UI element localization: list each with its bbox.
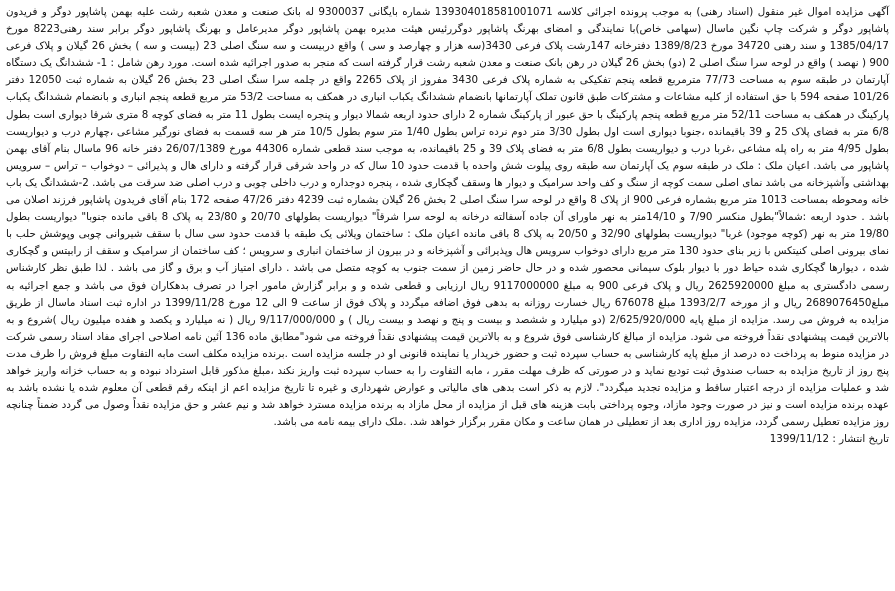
notice-body-text: آگهی مزایده اموال غیر منقول (اسناد رهنی) به موجب پرونده اجرائی کلاسه 139304018581001071 شماره بایگانی 9300037 له بانک صنعت و معدن شعبه رشت علیه بهمن پاشاپور دوگر و فریدون پاشاپور دوگر و شرکت چاپ نگین ماسال (سهامی خاص)با نمایندگی و امضای بهرنگ پاشاپور دوگررئیس هیئت مدیره بهمن پاشاپور دوگر مدیرعامل و بهرنگ پاشاپور دوگر برابر سند رهنی8223 مورخ 1385/04/17 و سند رهنی 34720 مورخ 1389/8/23 دفترخانه 147رشت پلاک فرعی 3430(سه هزار و چهارصد و سی ) واقع دربیست و سه سنگ اصلی 23 (بیست و سه ) بخش 26 گیلان و پلاک فرعی 900 ( نهصد ) واقع در لوحه سرا سنگ اصلی 2 (دو) بخش 26 گیلان در رهن بانک صنعت و معدن شعبه رشت قرار گرفته است که منجر به صدور اجرائیه شده است. مورد رهن شامل : 1- ششدانگ یک دستگاه آپارتمان در طبقه سوم به مساحت 77/73 مترمربع قطعه پنجم تفکیکی به شماره پلاک فرعی 3430 مفروز از پلاک 2265 واقع در چلمه سرا سنگ اصلی 23 بخش 26 گیلان به شماره ثبت 12050 دفتر 101/26 صفحه 594 با حق استفاده از کلیه مشاعات و مشترکات طبق قانون تملک آپارتمانها بانضمام ششدانگ یکباب انباری در همکف به مساحت 53/2 متر مربع قطعه پنجم انباری و بانضمام ششدانگ یکباب پارکینگ در همکف به مساحت 52/11 متر مربع قطعه پنجم پارکینگ با حق عبور از پارکینگ شماره 2 دارای حدود اربعه شمالا دیوار و پنجره ایست بطول 11 متر به فضای کوچه 8 متری شرقا دیواری است بطول 6/8 متر به فضای پلاک 25 و 39 باقیمانده ،جنوبا دیواری است اول بطول 3/30 متر دوم نرده تراس بطول 1/40 متر سوم بطول 10/5 متر هر سه قسمت به فضای نورگیر مشاعی ،چهارم درب و دیواریست بطول 4/95 متر به راه پله مشاعی ،غربا درب و دیواریست بطول 6/8 متر به فضای پلاک 39 و 25 باقیمانده، به موجب سند قطعی شماره 44306 مورخ 26/07/1389 دفتر خانه 96 ماسال بنام آقای بهمن پاشاپور می باشد. اعیان ملک : ملک در طبقه سوم یک آپارتمان سه طبقه روی پیلوت شش واحده با قدمت حدود 10 سال که در واحد شرقی قرار گرفته و دارای هال و پذیرائی – دوخواب – تراس – سرویس بهداشتی وآشپزخانه می باشد نمای اصلی سمت کوچه از سنگ و کف واحد سرامیک و دیوار ها وسقف گچکاری شده ، پنجره دوجداره و درب داخلی چوبی و درب اصلی ضد سرقت می باشد. 2-ششدانگ یک باب خانه ومحوطه بمساحت 1013 متر مربع بشماره فرعی 900 از پلاک 8 واقع در لوحه سرا سنگ اصلی 2 بخش 26 گیلان بشماره ثبت 4239 دفتر 47/26 صفحه 172 بنام آقای فریدون پاشاپور فرزند اصلان می باشد . حدود اربعه :شمالاً"بطول منکسر 7/90 و 14/10متر به نهر ماورای آن جاده آسفالته درخانه به لوحه سرا شرقاً" دیواریست بطولهای 20/70 و 23/80 به پلاک 8 باقی مانده جنوبا" دیواریست بطول 19/80 متر به نهر (کوچه موجود) غربا" دیواریست بطولهای 32/90 و 20/50 به پلاک 8 باقی مانده اعیان ملک : ساختمان ویلائی یک طبقه با قدمت حدود سی سال با سقف شیروانی چوبی وپوشش حلب با نمای بیرونی اصلی کنیتکس با زیر بنای حدود 130 متر مربع دارای دوخواب سرویس هال وپذیرائی و آشپزخانه و در بیرون از ساختمان انباری و سرویس ؛ کف ساختمان از سرامیک و سقف از رابیتس و گچکاری شده ، دیوارها گچکاری شده حیاط دور با دیوار بلوک سیمانی محصور شده و در حال حاضر زمین از سمت جنوب به کوچه متصل می باشد . دارای امتیاز آب و برق و گاز می باشد . لذا طبق نظر کارشناس رسمی دادگستری به مبلغ 2625920000 ریال و پلاک فرعی 900 به مبلغ 9117000000 ریال ارزیابی و قطعی شده و و برابر گزارش مامور اجرا در تصرف بدهکاران فوق می باشد و جمع اجرائیه به مبلغ2689076450 ریال و از مورخه 1393/2/7 مبلغ 676078 ریال خسارت روزانه به بدهی فوق اضافه میگردد و پلاک فوق از ساعت 9 الی 12 مورخ 1399/11/28 در اداره ثبت اسناد ماسال از طریق مزایده به فروش می رسد. مزایده از مبلغ پایه 2/625/920/000 (دو میلیارد و ششصد و بیست و پنج و نهصد و بیست ریال ) و 9/117/000/000 ریال ( نه میلیارد و یکصد و هفده میلیون ریال )شروع و به بالاترین قیمت پیشنهادی نقداً فروخته می شود. مزایده از مبالغ کارشناسی فوق شروع و به بالاترین قیمت پیشنهادی نقداً فروخته می شود"مطابق ماده 136 آئین نامه اصلاحی اجرای مفاد اسناد رسمی شرکت در مزایده منوط به پرداخت ده درصد از مبلغ پایه کارشناسی به حساب سپرده ثبت و حضور خریدار یا نماینده قانونی او در جلسه مزایده است .برنده مزایده مکلف است مابه التفاوت مبلغ فروش را ظرف مدت پنج روز از تاریخ مزایده به حساب صندوق ثبت تودیع نماید و در صورتی که ظرف مهلت مقرر ، مابه التفاوت را به حساب سپرده ثبت واریز نکند ،مبلغ مذکور قابل استرداد نبوده و به حساب خزانه واریز خواهد شد و عملیات مزایده از درجه اعتبار ساقط و مزایده تجدید میگردد". لازم به ذکر است بدهی های مالیاتی و عوارض شهرداری و غیره تا تاریخ مزایده اعم از اینکه رقم قطعی آن معلوم شده یا نشده باشد به عهده برنده مزایده است و نیز در صورت وجود مازاد، وجوه پرداختی بابت هزینه های قبل از مزایده از محل مازاد به برنده مزایده مسترد خواهد شد و نیم عشر و حق مزایده نقداً وصول می گردد ضمناً چنانچه روز مزایده تعطیل رسمی گردد، مزایده روز اداری بعد از تعطیلی در همان ساعت و مکان مقرر برگزار خواهد شد. .ملک دارای بیمه نامه می باشد. [6, 6, 890, 429]
publish-date-line [6, 431, 889, 448]
publish-date-label: تاریخ انتشار : [832, 433, 889, 446]
publish-date-value: 1399/11/12 [769, 433, 830, 446]
